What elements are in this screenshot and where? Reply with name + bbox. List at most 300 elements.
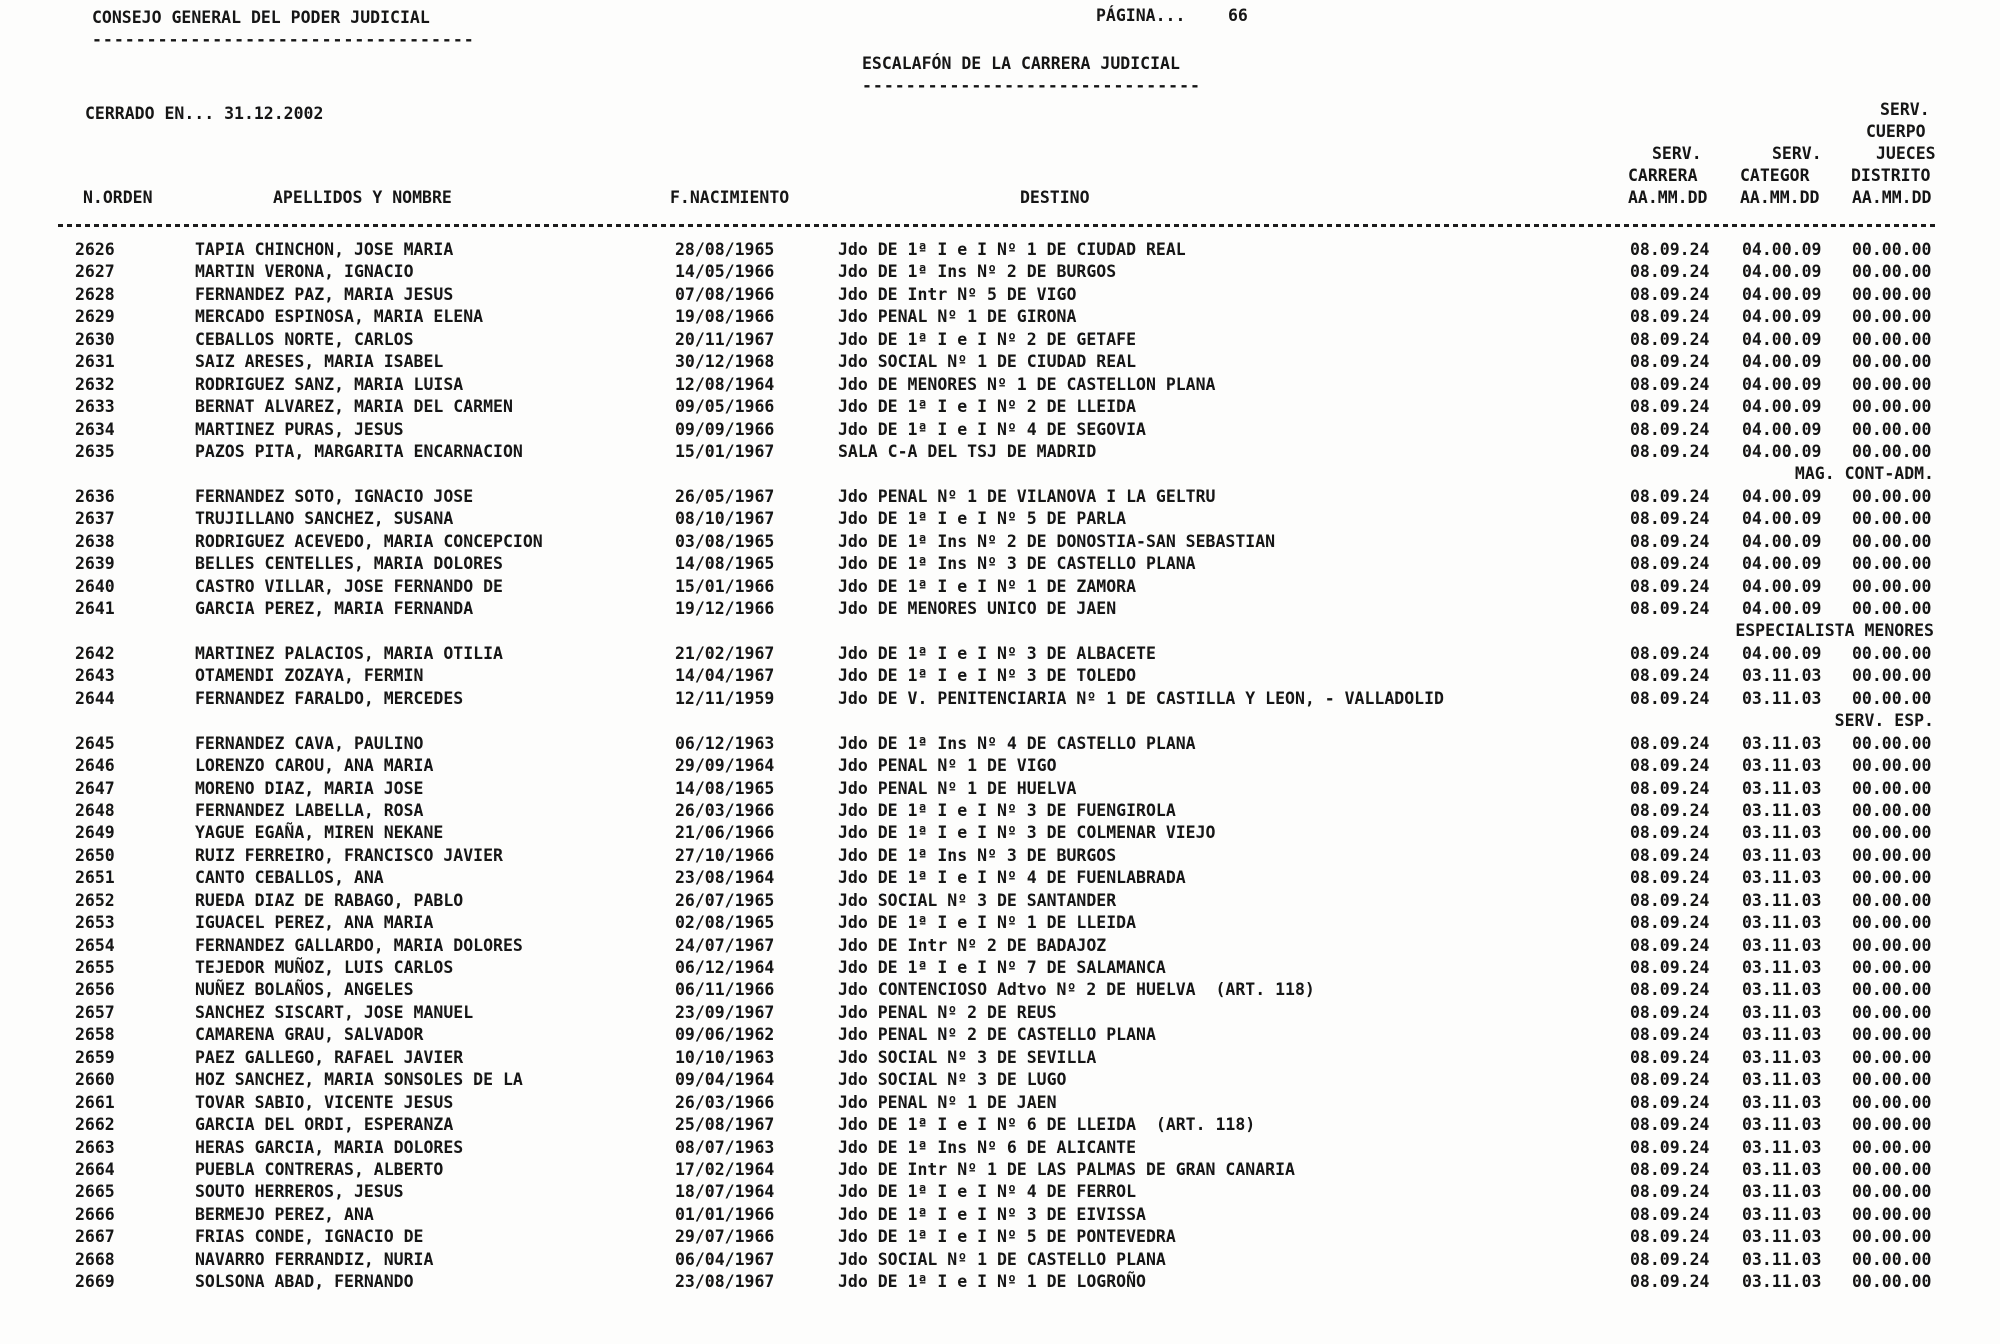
full-name: MARTIN VERONA, IGNACIO (195, 262, 414, 282)
table-row (0, 1115, 2000, 1137)
order-number: 2663 (75, 1137, 115, 1157)
category-note: SERV. ESP. (1834, 711, 1934, 731)
destino: Jdo DE Intr Nº 5 DE VIGO (838, 284, 1077, 304)
birth-date: 08/10/1967 (675, 509, 775, 529)
order-number: 2634 (75, 419, 115, 439)
birth-date: 06/12/1964 (675, 958, 775, 977)
serv-categor-value: 03.11.03 (1742, 1159, 1822, 1179)
destino: Jdo SOCIAL Nº 1 DE CIUDAD REAL (838, 352, 1137, 372)
order-number: 2655 (75, 958, 115, 977)
full-name: BELLES CENTELLES, MARIA DOLORES (195, 554, 503, 574)
birth-date: 24/07/1967 (675, 935, 775, 955)
full-name: SOLSONA ABAD, FERNANDO (195, 1272, 414, 1292)
full-name: YAGUE EGAÑA, MIREN NEKANE (195, 823, 444, 843)
serv-cuerpo-value: 00.00.00 (1852, 509, 1932, 529)
full-name: BERMEJO PEREZ, ANA (195, 1204, 374, 1224)
col-serv-categor-header-2: CATEGOR (1740, 166, 1810, 185)
full-name: FERNANDEZ FARALDO, MERCEDES (195, 688, 464, 708)
table-row (0, 801, 2000, 823)
full-name: LORENZO CAROU, ANA MARIA (195, 756, 434, 776)
serv-categor-value: 04.00.09 (1742, 643, 1822, 663)
destino: Jdo DE MENORES Nº 1 DE CASTELLON PLANA (838, 374, 1216, 394)
serv-cuerpo-value: 00.00.00 (1852, 1159, 1932, 1179)
birth-date: 14/05/1966 (675, 262, 775, 282)
serv-categor-value: 03.11.03 (1742, 958, 1822, 977)
serv-cuerpo-value: 00.00.00 (1852, 486, 1932, 506)
birth-date: 27/10/1966 (675, 845, 775, 865)
order-number: 2659 (75, 1047, 115, 1067)
full-name: NAVARRO FERRANDIZ, NURIA (195, 1249, 434, 1269)
full-name: FERNANDEZ GALLARDO, MARIA DOLORES (195, 935, 523, 955)
order-number: 2631 (75, 352, 115, 372)
full-name: TAPIA CHINCHON, JOSE MARIA (195, 240, 454, 259)
birth-date: 21/02/1967 (675, 643, 775, 663)
order-number: 2668 (75, 1249, 115, 1269)
serv-carrera-value: 08.09.24 (1630, 1047, 1710, 1067)
serv-cuerpo-value: 00.00.00 (1852, 419, 1932, 439)
birth-date: 26/03/1966 (675, 800, 775, 820)
serv-cuerpo-value: 00.00.00 (1852, 1002, 1932, 1022)
table-row (0, 599, 2000, 621)
birth-date: 29/07/1966 (675, 1227, 775, 1247)
order-number: 2644 (75, 688, 115, 708)
table-row (0, 554, 2000, 576)
destino: Jdo DE V. PENITENCIARIA Nº 1 DE CASTILLA Y LEON, - VALLADOLID (838, 688, 1444, 708)
serv-carrera-value: 08.09.24 (1630, 307, 1710, 327)
full-name: FERNANDEZ PAZ, MARIA JESUS (195, 284, 454, 304)
col-serv-categor-units: AA.MM.DD (1740, 188, 1820, 207)
organization-name: CONSEJO GENERAL DEL PODER JUDICIAL (92, 8, 430, 27)
full-name: TEJEDOR MUÑOZ, LUIS CARLOS (195, 958, 454, 977)
full-name: MARTINEZ PALACIOS, MARIA OTILIA (195, 643, 503, 663)
full-name: FERNANDEZ SOTO, IGNACIO JOSE (195, 486, 474, 506)
col-serv-cuerpo-header-2: CUERPO (1866, 122, 1926, 141)
order-number: 2638 (75, 531, 115, 551)
serv-carrera-value: 08.09.24 (1630, 486, 1710, 506)
destino: Jdo DE 1ª I e I Nº 2 DE LLEIDA (838, 397, 1137, 417)
full-name: CASTRO VILLAR, JOSE FERNANDO DE (195, 576, 503, 596)
serv-categor-value: 03.11.03 (1742, 845, 1822, 865)
birth-date: 09/09/1966 (675, 419, 775, 439)
order-number: 2632 (75, 374, 115, 394)
destino: Jdo DE 1ª I e I Nº 4 DE FERROL (838, 1182, 1137, 1202)
birth-date: 29/09/1964 (675, 756, 775, 776)
destino: Jdo CONTENCIOSO Adtvo Nº 2 DE HUELVA (ART. 118) (838, 980, 1315, 1000)
serv-categor-value: 03.11.03 (1742, 823, 1822, 843)
serv-cuerpo-value: 00.00.00 (1852, 284, 1932, 304)
serv-categor-value: 03.11.03 (1742, 1272, 1822, 1292)
serv-categor-value: 04.00.09 (1742, 240, 1822, 259)
destino: Jdo DE 1ª Ins Nº 6 DE ALICANTE (838, 1137, 1137, 1157)
serv-categor-value: 04.00.09 (1742, 307, 1822, 327)
order-number: 2651 (75, 868, 115, 888)
full-name: CANTO CEBALLOS, ANA (195, 868, 384, 888)
page-label: PÁGINA... (1096, 6, 1186, 25)
destino: Jdo DE 1ª Ins Nº 2 DE DONOSTIA-SAN SEBASTIAN (838, 531, 1276, 551)
serv-carrera-value: 08.09.24 (1630, 1159, 1710, 1179)
serv-categor-value: 03.11.03 (1742, 800, 1822, 820)
order-number: 2657 (75, 1002, 115, 1022)
birth-date: 23/08/1967 (675, 1272, 775, 1292)
serv-carrera-value: 08.09.24 (1630, 1227, 1710, 1247)
order-number: 2662 (75, 1115, 115, 1135)
serv-cuerpo-value: 00.00.00 (1852, 823, 1932, 843)
full-name: HERAS GARCIA, MARIA DOLORES (195, 1137, 464, 1157)
full-name: RUIZ FERREIRO, FRANCISCO JAVIER (195, 845, 503, 865)
serv-categor-value: 04.00.09 (1742, 599, 1822, 618)
birth-date: 18/07/1964 (675, 1182, 775, 1202)
serv-carrera-value: 08.09.24 (1630, 509, 1710, 529)
full-name: SOUTO HERREROS, JESUS (195, 1182, 404, 1202)
serv-categor-value: 04.00.09 (1742, 554, 1822, 574)
serv-carrera-value: 08.09.24 (1630, 554, 1710, 574)
serv-categor-value: 03.11.03 (1742, 778, 1822, 798)
destino: Jdo PENAL Nº 1 DE HUELVA (838, 778, 1077, 798)
serv-carrera-value: 08.09.24 (1630, 1182, 1710, 1202)
order-number: 2647 (75, 778, 115, 798)
serv-carrera-value: 08.09.24 (1630, 1115, 1710, 1135)
birth-date: 06/04/1967 (675, 1249, 775, 1269)
serv-carrera-value: 08.09.24 (1630, 980, 1710, 1000)
order-number: 2656 (75, 980, 115, 1000)
full-name: MORENO DIAZ, MARIA JOSE (195, 778, 424, 798)
destino: Jdo SOCIAL Nº 3 DE SANTANDER (838, 890, 1117, 910)
serv-carrera-value: 08.09.24 (1630, 778, 1710, 798)
full-name: CAMARENA GRAU, SALVADOR (195, 1025, 424, 1045)
full-name: MERCADO ESPINOSA, MARIA ELENA (195, 307, 484, 327)
birth-date: 07/08/1966 (675, 284, 775, 304)
serv-cuerpo-value: 00.00.00 (1852, 352, 1932, 372)
destino: Jdo DE 1ª I e I Nº 5 DE PONTEVEDRA (838, 1227, 1176, 1247)
order-number: 2630 (75, 329, 115, 349)
full-name: FERNANDEZ CAVA, PAULINO (195, 733, 424, 753)
birth-date: 23/08/1964 (675, 868, 775, 888)
serv-cuerpo-value: 00.00.00 (1852, 307, 1932, 327)
table-row (0, 1182, 2000, 1204)
table-body (0, 240, 2000, 1295)
serv-categor-value: 03.11.03 (1742, 688, 1822, 708)
full-name: GARCIA PEREZ, MARIA FERNANDA (195, 599, 474, 618)
category-note: ESPECIALISTA MENORES (1735, 621, 1934, 641)
serv-categor-value: 04.00.09 (1742, 374, 1822, 394)
serv-categor-value: 04.00.09 (1742, 576, 1822, 596)
table-row (0, 823, 2000, 845)
order-number: 2649 (75, 823, 115, 843)
col-serv-carrera-header-2: CARRERA (1628, 166, 1698, 185)
serv-carrera-value: 08.09.24 (1630, 756, 1710, 776)
table-row (0, 980, 2000, 1002)
serv-carrera-value: 08.09.24 (1630, 935, 1710, 955)
serv-categor-value: 03.11.03 (1742, 935, 1822, 955)
order-number: 2626 (75, 240, 115, 259)
serv-categor-value: 03.11.03 (1742, 868, 1822, 888)
table-row (0, 1003, 2000, 1025)
serv-cuerpo-value: 00.00.00 (1852, 868, 1932, 888)
birth-date: 10/10/1963 (675, 1047, 775, 1067)
full-name: RODRIGUEZ ACEVEDO, MARIA CONCEPCION (195, 531, 543, 551)
serv-carrera-value: 08.09.24 (1630, 352, 1710, 372)
birth-date: 01/01/1966 (675, 1204, 775, 1224)
serv-carrera-value: 08.09.24 (1630, 1025, 1710, 1045)
serv-categor-value: 04.00.09 (1742, 509, 1822, 529)
serv-categor-value: 03.11.03 (1742, 666, 1822, 686)
full-name: FERNANDEZ LABELLA, ROSA (195, 800, 424, 820)
table-row (0, 1205, 2000, 1227)
destino: Jdo DE 1ª Ins Nº 4 DE CASTELLO PLANA (838, 733, 1196, 753)
serv-carrera-value: 08.09.24 (1630, 666, 1710, 686)
table-row (0, 891, 2000, 913)
birth-date: 23/09/1967 (675, 1002, 775, 1022)
destino: Jdo DE 1ª I e I Nº 5 DE PARLA (838, 509, 1127, 529)
birth-date: 14/08/1965 (675, 778, 775, 798)
serv-categor-value: 04.00.09 (1742, 262, 1822, 282)
serv-categor-value: 04.00.09 (1742, 284, 1822, 304)
serv-categor-value: 04.00.09 (1742, 419, 1822, 439)
serv-cuerpo-value: 00.00.00 (1852, 1137, 1932, 1157)
destino: Jdo DE 1ª I e I Nº 1 DE ZAMORA (838, 576, 1137, 596)
serv-carrera-value: 08.09.24 (1630, 1092, 1710, 1112)
destino: Jdo DE 1ª I e I Nº 3 DE FUENGIROLA (838, 800, 1176, 820)
birth-date: 19/08/1966 (675, 307, 775, 327)
serv-carrera-value: 08.09.24 (1630, 329, 1710, 349)
destino: Jdo DE MENORES UNICO DE JAEN (838, 599, 1117, 618)
destino: Jdo DE 1ª Ins Nº 3 DE CASTELLO PLANA (838, 554, 1196, 574)
order-number: 2654 (75, 935, 115, 955)
order-number: 2636 (75, 486, 115, 506)
col-serv-cuerpo-header-1: SERV. (1880, 100, 1930, 119)
destino: Jdo DE 1ª Ins Nº 3 DE BURGOS (838, 845, 1117, 865)
table-row (0, 442, 2000, 464)
destino: Jdo DE 1ª I e I Nº 6 DE LLEIDA (ART. 118) (838, 1115, 1256, 1135)
serv-cuerpo-value: 00.00.00 (1852, 374, 1932, 394)
order-number: 2669 (75, 1272, 115, 1292)
table-row (0, 577, 2000, 599)
destino: Jdo PENAL Nº 1 DE VIGO (838, 756, 1057, 776)
serv-cuerpo-value: 00.00.00 (1852, 1070, 1932, 1090)
serv-cuerpo-value: 00.00.00 (1852, 643, 1932, 663)
birth-date: 02/08/1965 (675, 913, 775, 933)
table-row (0, 779, 2000, 801)
destino: Jdo DE 1ª I e I Nº 3 DE EIVISSA (838, 1204, 1146, 1224)
table-row (0, 734, 2000, 756)
table-row (0, 509, 2000, 531)
order-number: 2643 (75, 666, 115, 686)
serv-cuerpo-value: 00.00.00 (1852, 1115, 1932, 1135)
serv-carrera-value: 08.09.24 (1630, 643, 1710, 663)
col-apellidos-header: APELLIDOS Y NOMBRE (273, 188, 452, 207)
birth-date: 15/01/1966 (675, 576, 775, 596)
col-serv-cuerpo-header-3: JUECES (1876, 144, 1936, 163)
order-number: 2661 (75, 1092, 115, 1112)
col-serv-cuerpo-header-4: DISTRITO (1851, 166, 1931, 185)
destino: Jdo DE Intr Nº 1 DE LAS PALMAS DE GRAN CANARIA (838, 1159, 1295, 1179)
order-number: 2639 (75, 554, 115, 574)
table-row (0, 375, 2000, 397)
table-row (0, 689, 2000, 711)
birth-date: 14/08/1965 (675, 554, 775, 574)
serv-cuerpo-value: 00.00.00 (1852, 756, 1932, 776)
serv-carrera-value: 08.09.24 (1630, 845, 1710, 865)
table-separator-line (58, 224, 1936, 227)
serv-cuerpo-value: 00.00.00 (1852, 1249, 1932, 1269)
serv-cuerpo-value: 00.00.00 (1852, 599, 1932, 618)
full-name: PUEBLA CONTRERAS, ALBERTO (195, 1159, 444, 1179)
serv-carrera-value: 08.09.24 (1630, 599, 1710, 618)
table-row (0, 240, 2000, 262)
serv-cuerpo-value: 00.00.00 (1852, 576, 1932, 596)
destino: Jdo PENAL Nº 1 DE GIRONA (838, 307, 1077, 327)
table-row (0, 666, 2000, 688)
order-number: 2648 (75, 800, 115, 820)
table-row (0, 1138, 2000, 1160)
serv-categor-value: 04.00.09 (1742, 397, 1822, 417)
full-name: SANCHEZ SISCART, JOSE MANUEL (195, 1002, 474, 1022)
full-name: TOVAR SABIO, VICENTE JESUS (195, 1092, 454, 1112)
destino: Jdo PENAL Nº 2 DE CASTELLO PLANA (838, 1025, 1156, 1045)
serv-carrera-value: 08.09.24 (1630, 262, 1710, 282)
full-name: RUEDA DIAZ DE RABAGO, PABLO (195, 890, 464, 910)
serv-categor-value: 03.11.03 (1742, 756, 1822, 776)
serv-cuerpo-value: 00.00.00 (1852, 666, 1932, 686)
serv-cuerpo-value: 00.00.00 (1852, 1227, 1932, 1247)
destino: Jdo DE 1ª I e I Nº 3 DE COLMENAR VIEJO (838, 823, 1216, 843)
table-row (0, 487, 2000, 509)
serv-carrera-value: 08.09.24 (1630, 890, 1710, 910)
table-row (0, 307, 2000, 329)
destino: Jdo DE 1ª I e I Nº 3 DE ALBACETE (838, 643, 1156, 663)
birth-date: 21/06/1966 (675, 823, 775, 843)
note-line (0, 621, 2000, 643)
order-number: 2652 (75, 890, 115, 910)
full-name: CEBALLOS NORTE, CARLOS (195, 329, 414, 349)
table-row (0, 1070, 2000, 1092)
full-name: HOZ SANCHEZ, MARIA SONSOLES DE LA (195, 1070, 523, 1090)
serv-cuerpo-value: 00.00.00 (1852, 1092, 1932, 1112)
full-name: GARCIA DEL ORDI, ESPERANZA (195, 1115, 454, 1135)
birth-date: 06/11/1966 (675, 980, 775, 1000)
category-note: MAG. CONT-ADM. (1794, 464, 1934, 484)
birth-date: 12/08/1964 (675, 374, 775, 394)
serv-carrera-value: 08.09.24 (1630, 240, 1710, 259)
order-number: 2629 (75, 307, 115, 327)
col-destino-header: DESTINO (1020, 188, 1090, 207)
full-name: IGUACEL PEREZ, ANA MARIA (195, 913, 434, 933)
birth-date: 20/11/1967 (675, 329, 775, 349)
full-name: NUÑEZ BOLAÑOS, ANGELES (195, 980, 414, 1000)
serv-carrera-value: 08.09.24 (1630, 1249, 1710, 1269)
serv-carrera-value: 08.09.24 (1630, 800, 1710, 820)
serv-cuerpo-value: 00.00.00 (1852, 935, 1932, 955)
table-row (0, 1048, 2000, 1070)
serv-categor-value: 03.11.03 (1742, 1204, 1822, 1224)
serv-cuerpo-value: 00.00.00 (1852, 329, 1932, 349)
serv-cuerpo-value: 00.00.00 (1852, 441, 1932, 461)
full-name: PAZOS PITA, MARGARITA ENCARNACION (195, 441, 523, 461)
col-n-orden-header: N.ORDEN (83, 188, 153, 207)
birth-date: 09/05/1966 (675, 397, 775, 417)
serv-categor-value: 03.11.03 (1742, 1182, 1822, 1202)
serv-categor-value: 03.11.03 (1742, 890, 1822, 910)
serv-cuerpo-value: 00.00.00 (1852, 980, 1932, 1000)
serv-categor-value: 03.11.03 (1742, 1249, 1822, 1269)
serv-categor-value: 04.00.09 (1742, 329, 1822, 349)
destino: Jdo DE Intr Nº 2 DE BADAJOZ (838, 935, 1107, 955)
serv-carrera-value: 08.09.24 (1630, 868, 1710, 888)
full-name: OTAMENDI ZOZAYA, FERMIN (195, 666, 424, 686)
serv-cuerpo-value: 00.00.00 (1852, 800, 1932, 820)
birth-date: 12/11/1959 (675, 688, 775, 708)
order-number: 2627 (75, 262, 115, 282)
birth-date: 15/01/1967 (675, 441, 775, 461)
serv-carrera-value: 08.09.24 (1630, 419, 1710, 439)
table-row (0, 397, 2000, 419)
serv-carrera-value: 08.09.24 (1630, 1272, 1710, 1292)
serv-cuerpo-value: 00.00.00 (1852, 890, 1932, 910)
serv-carrera-value: 08.09.24 (1630, 441, 1710, 461)
serv-carrera-value: 08.09.24 (1630, 733, 1710, 753)
col-f-nacimiento-header: F.NACIMIENTO (670, 188, 790, 207)
col-serv-carrera-units: AA.MM.DD (1628, 188, 1708, 207)
order-number: 2660 (75, 1070, 115, 1090)
table-row (0, 532, 2000, 554)
serv-cuerpo-value: 00.00.00 (1852, 262, 1932, 282)
order-number: 2646 (75, 756, 115, 776)
serv-carrera-value: 08.09.24 (1630, 576, 1710, 596)
destino: Jdo DE 1ª I e I Nº 2 DE GETAFE (838, 329, 1137, 349)
destino: Jdo DE 1ª I e I Nº 4 DE FUENLABRADA (838, 868, 1186, 888)
serv-categor-value: 03.11.03 (1742, 1137, 1822, 1157)
closed-date-label: CERRADO EN... 31.12.2002 (85, 104, 324, 123)
serv-categor-value: 04.00.09 (1742, 531, 1822, 551)
serv-carrera-value: 08.09.24 (1630, 1137, 1710, 1157)
serv-carrera-value: 08.09.24 (1630, 1204, 1710, 1224)
serv-categor-value: 03.11.03 (1742, 1092, 1822, 1112)
full-name: MARTINEZ PURAS, JESUS (195, 419, 404, 439)
organization-underline: ----------------------------------- (92, 30, 475, 49)
table-row (0, 644, 2000, 666)
order-number: 2664 (75, 1159, 115, 1179)
serv-categor-value: 03.11.03 (1742, 1227, 1822, 1247)
birth-date: 26/07/1965 (675, 890, 775, 910)
order-number: 2653 (75, 913, 115, 933)
full-name: TRUJILLANO SANCHEZ, SUSANA (195, 509, 454, 529)
serv-cuerpo-value: 00.00.00 (1852, 240, 1932, 259)
serv-cuerpo-value: 00.00.00 (1852, 554, 1932, 574)
serv-categor-value: 04.00.09 (1742, 441, 1822, 461)
order-number: 2633 (75, 397, 115, 417)
birth-date: 08/07/1963 (675, 1137, 775, 1157)
serv-cuerpo-value: 00.00.00 (1852, 845, 1932, 865)
serv-categor-value: 03.11.03 (1742, 1002, 1822, 1022)
destino: Jdo SOCIAL Nº 3 DE LUGO (838, 1070, 1067, 1090)
serv-carrera-value: 08.09.24 (1630, 823, 1710, 843)
serv-categor-value: 03.11.03 (1742, 980, 1822, 1000)
birth-date: 14/04/1967 (675, 666, 775, 686)
table-row (0, 1227, 2000, 1249)
birth-date: 26/03/1966 (675, 1092, 775, 1112)
serv-categor-value: 03.11.03 (1742, 1025, 1822, 1045)
birth-date: 19/12/1966 (675, 599, 775, 618)
table-row (0, 756, 2000, 778)
table-row (0, 868, 2000, 890)
serv-categor-value: 04.00.09 (1742, 486, 1822, 506)
serv-categor-value: 03.11.03 (1742, 733, 1822, 753)
table-row (0, 1160, 2000, 1182)
note-line (0, 464, 2000, 486)
destino: Jdo PENAL Nº 1 DE VILANOVA I LA GELTRU (838, 486, 1216, 506)
birth-date: 25/08/1967 (675, 1115, 775, 1135)
destino: Jdo SOCIAL Nº 3 DE SEVILLA (838, 1047, 1097, 1067)
